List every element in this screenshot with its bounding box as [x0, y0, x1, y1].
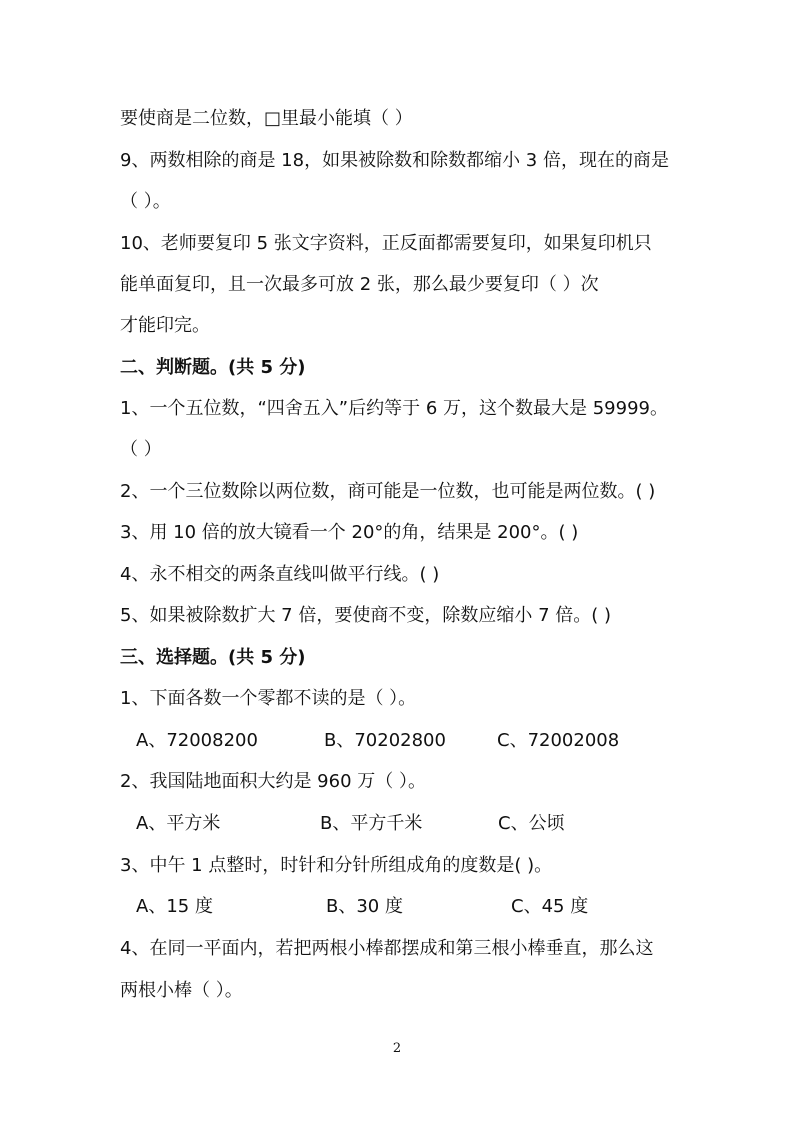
judge-item-5: 5、如果被除数扩大 7 倍，要使商不变，除数应缩小 7 倍。( ): [120, 605, 612, 626]
choice-q1-option-c: C、72002008: [497, 730, 620, 751]
question-10-line2: 能单面复印，且一次最多可放 2 张，那么最少要复印（ ）次: [120, 274, 599, 295]
page-number: 2: [392, 1041, 402, 1056]
choice-q3-option-b: B、30 度: [326, 896, 403, 917]
judge-item-2: 2、一个三位数除以两位数，商可能是一位数，也可能是两位数。( ): [120, 481, 656, 502]
choice-q3-stem: 3、中午 1 点整时，时针和分针所组成角的度数是( )。: [120, 855, 553, 876]
section-2-heading: 二、判断题。(共 5 分): [120, 357, 306, 378]
choice-q1-option-a: A、72008200: [136, 730, 258, 751]
judge-item-1: 1、一个五位数，“四舍五入”后约等于 6 万，这个数最大是 59999。: [120, 398, 668, 419]
choice-q2-option-c: C、公顷: [498, 813, 565, 834]
question-9: 9、两数相除的商是 18，如果被除数和除数都缩小 3 倍，现在的商是: [120, 150, 669, 171]
judge-item-4: 4、永不相交的两条直线叫做平行线。( ): [120, 564, 440, 585]
question-9-blank: （ ）。: [120, 191, 171, 212]
question-8-continuation: 要使商是二位数，□里最小能填（ ）: [120, 108, 413, 129]
choice-q1-stem: 1、下面各数一个零都不读的是（ ）。: [120, 688, 417, 709]
judge-item-1-blank: （ ）: [120, 439, 162, 460]
question-10: 10、老师要复印 5 张文字资料，正反面都需要复印，如果复印机只: [120, 233, 652, 254]
choice-q2-stem: 2、我国陆地面积大约是 960 万（ ）。: [120, 771, 426, 792]
question-10-line3: 才能印完。: [120, 315, 210, 336]
choice-q2-option-a: A、平方米: [136, 813, 221, 834]
choice-q4-stem: 4、在同一平面内，若把两根小棒都摆成和第三根小棒垂直，那么这: [120, 938, 654, 959]
choice-q3-option-a: A、15 度: [136, 896, 213, 917]
choice-q1-option-b: B、70202800: [324, 730, 446, 751]
choice-q4-stem-line2: 两根小棒（ ）。: [120, 980, 243, 1001]
choice-q2-option-b: B、平方千米: [320, 813, 423, 834]
choice-q3-option-c: C、45 度: [511, 896, 589, 917]
judge-item-3: 3、用 10 倍的放大镜看一个 20°的角，结果是 200°。( ): [120, 522, 579, 543]
section-3-heading: 三、选择题。(共 5 分): [120, 647, 306, 668]
